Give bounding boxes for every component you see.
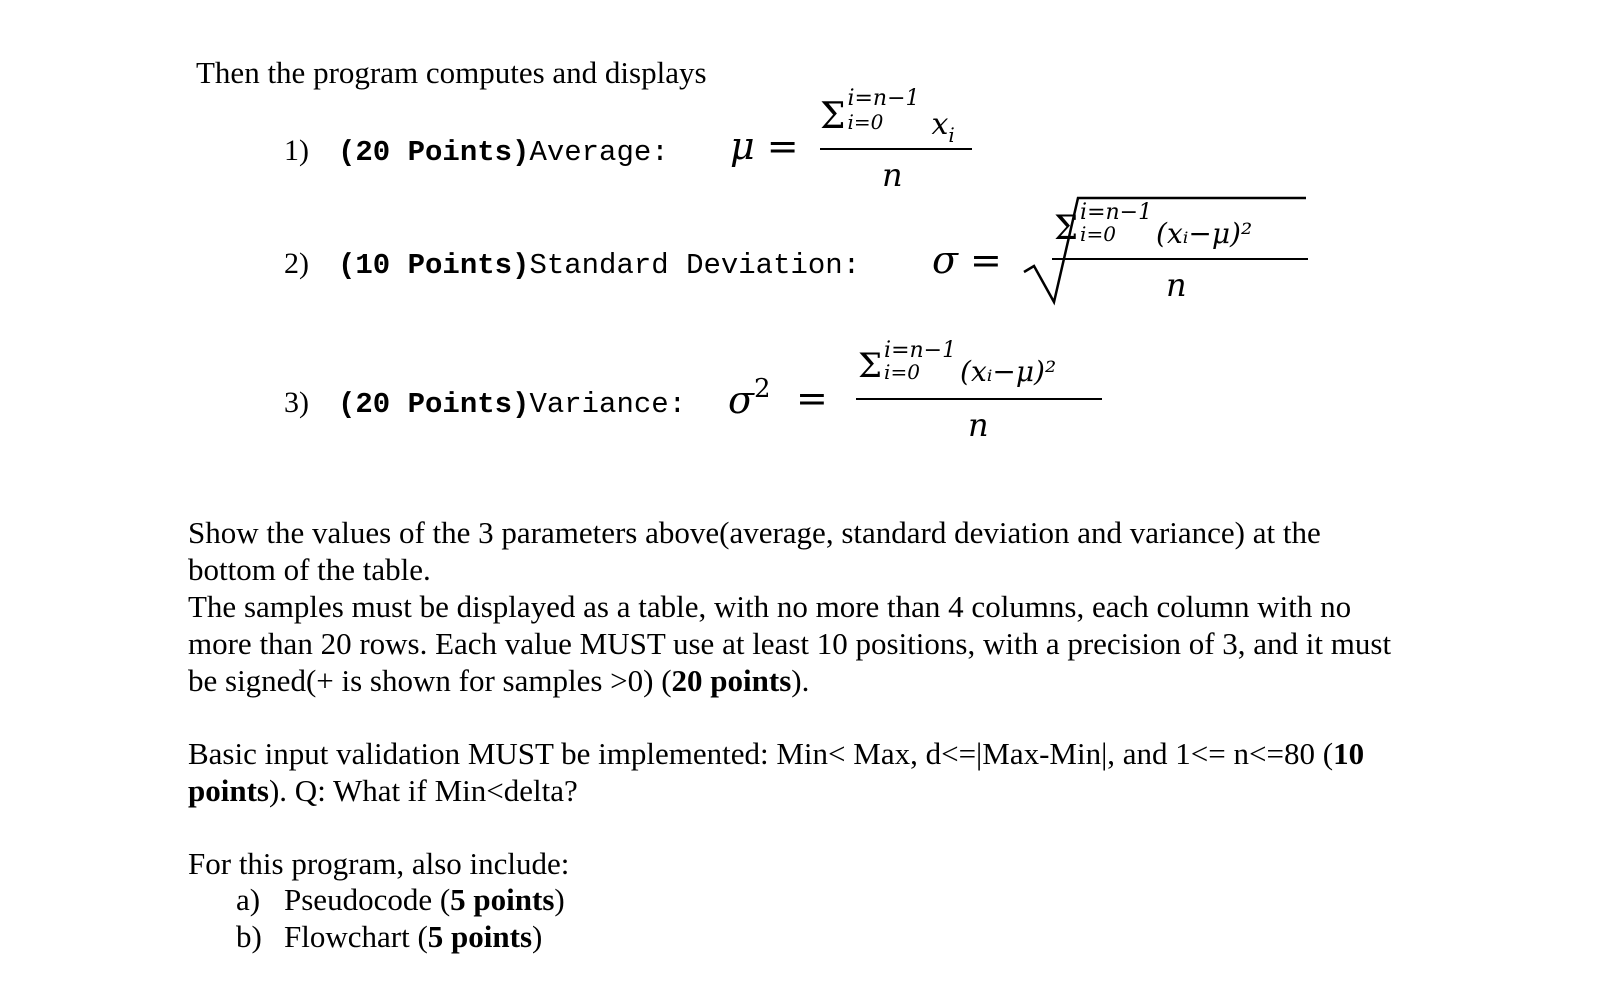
item-label: Variance: xyxy=(529,388,687,421)
formula-denominator: n xyxy=(1166,266,1187,304)
numerator-subscript: i xyxy=(948,123,955,147)
text-span: ). xyxy=(791,663,810,698)
text-span: ) xyxy=(532,919,543,954)
formula-numerator xyxy=(820,86,955,147)
sigma-icon: Σ xyxy=(820,96,846,137)
text-line: more than 20 rows. Each value MUST use at least 10 positions, with a precision of 3, and it must xyxy=(188,626,1392,661)
points-emphasis: 10 xyxy=(1333,736,1365,771)
item-points xyxy=(338,388,686,421)
points-emphasis: 20 points xyxy=(671,663,792,698)
numerator-expression: (xᵢ−μ)² xyxy=(960,355,1057,388)
fraction-bar xyxy=(856,398,1102,400)
equals-sign: = xyxy=(796,376,828,420)
formula-numerator xyxy=(1054,200,1253,250)
intro-text: Then the program computes and displays xyxy=(196,55,707,90)
text-line: Show the values of the 3 parameters above(average, standard deviation and variance) at the xyxy=(188,515,1321,550)
sum-lower-limit: i=0 xyxy=(847,110,884,134)
text-span: Flowchart ( xyxy=(284,919,428,954)
list-item xyxy=(236,918,542,955)
item-number: 3) xyxy=(284,386,309,419)
sum-upper-limit: i=n−1 xyxy=(884,338,957,363)
formula-lhs: μ = xyxy=(730,124,799,168)
sum-upper-limit: i=n−1 xyxy=(847,86,920,111)
text-span: ) xyxy=(554,882,565,917)
formula-numerator xyxy=(858,338,1057,388)
text-span: ). Q: What if Min<delta? xyxy=(268,773,578,808)
numerator-expression: (xᵢ−μ)² xyxy=(1156,217,1253,250)
sum-upper-limit: i=n−1 xyxy=(1080,200,1153,225)
item-label: Standard Deviation: xyxy=(529,249,861,282)
list-marker: b) xyxy=(236,919,262,954)
points-label: (10 Points) xyxy=(338,249,530,282)
text-line: For this program, also include: xyxy=(188,846,570,881)
text-line xyxy=(188,662,809,699)
formula-lhs xyxy=(728,374,771,422)
item-points xyxy=(338,136,669,169)
item-label: Average: xyxy=(529,136,669,169)
formula-denominator: n xyxy=(882,156,903,194)
text-span: be signed(+ is shown for samples >0) ( xyxy=(188,663,672,698)
sum-lower-limit: i=0 xyxy=(1080,222,1116,246)
sigma-icon: Σ xyxy=(858,346,883,386)
formula-denominator: n xyxy=(968,406,989,444)
item-number: 1) xyxy=(284,134,309,167)
list-item xyxy=(236,881,565,918)
sigma-icon: Σ xyxy=(1054,208,1079,248)
sum-lower-limit: i=0 xyxy=(884,360,920,384)
superscript: 2 xyxy=(753,374,771,404)
text-span: Basic input validation MUST be implemented: Min< Max, d<=|Max-Min|, and 1<= n<=80 ( xyxy=(188,736,1334,771)
sigma-symbol: σ xyxy=(728,378,754,422)
text-line xyxy=(188,772,578,809)
list-marker: a) xyxy=(236,882,261,917)
points-emphasis: 5 points xyxy=(427,919,533,954)
fraction-bar xyxy=(820,148,972,150)
text-span: Pseudocode ( xyxy=(284,882,451,917)
text-line: bottom of the table. xyxy=(188,552,431,587)
fraction-bar xyxy=(1052,258,1308,260)
points-emphasis: 5 points xyxy=(450,882,555,917)
numerator-variable: x xyxy=(931,107,949,142)
item-number: 2) xyxy=(284,247,309,280)
item-points xyxy=(338,249,860,282)
points-label: (20 Points) xyxy=(338,136,530,169)
points-label: (20 Points) xyxy=(338,388,530,421)
text-line: The samples must be displayed as a table, with no more than 4 columns, each column with no xyxy=(188,589,1352,624)
points-emphasis: points xyxy=(188,773,269,808)
formula-lhs: σ = xyxy=(932,238,1002,282)
text-line xyxy=(188,735,1364,772)
